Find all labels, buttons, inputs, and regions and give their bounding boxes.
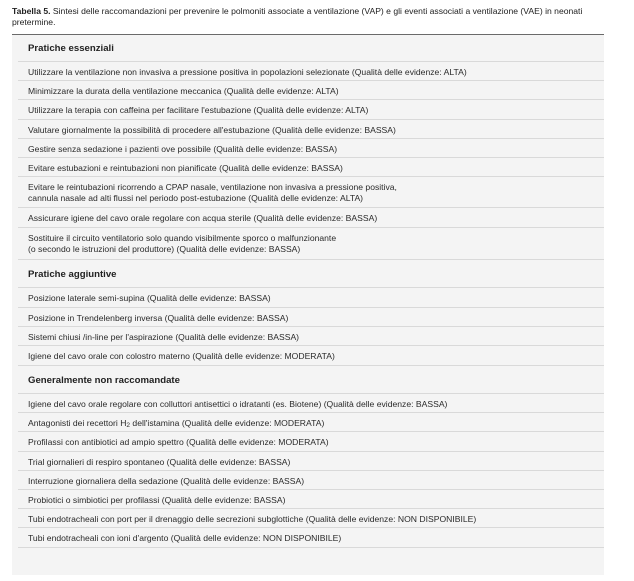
list-item: Igiene del cavo orale con colostro materno (Qualità delle evidenze: MODERATA) <box>28 351 335 361</box>
row-divider <box>18 345 604 346</box>
row-divider <box>18 61 604 62</box>
row-divider <box>18 431 604 432</box>
list-item: Posizione in Trendelenberg inversa (Qualità delle evidenze: BASSA) <box>28 313 289 323</box>
caption-text: Sintesi delle raccomandazioni per prevenire le polmoniti associate a ventilazione (VAP) e gli eventi associati a ventilazione (VAE) in neonati pretermine. <box>12 6 583 27</box>
list-item: Trial giornalieri di respiro spontaneo (Qualità delle evidenze: BASSA) <box>28 457 291 467</box>
list-item: Utilizzare la ventilazione non invasiva a pressione positiva in popolazioni selezionate (Qualità delle evidenze: ALTA) <box>28 67 467 77</box>
list-item-continuation: (o secondo le istruzioni del produttore) (Qualità delle evidenze: BASSA) <box>28 244 301 254</box>
list-item: Utilizzare la terapia con caffeina per facilitare l'estubazione (Qualità delle evidenze: ALTA) <box>28 105 369 115</box>
row-divider <box>18 157 604 158</box>
list-item: Valutare giornalmente la possibilità di procedere all'estubazione (Qualità delle evidenze: BASSA) <box>28 125 396 135</box>
list-item: Evitare le reintubazioni ricorrendo a CPAP nasale, ventilazione non invasiva a pressione positiva, <box>28 182 397 192</box>
row-divider <box>18 365 604 366</box>
row-divider <box>18 326 604 327</box>
list-item: Sistemi chiusi /in-line per l'aspirazione (Qualità delle evidenze: BASSA) <box>28 332 300 342</box>
list-item <box>28 418 598 431</box>
row-divider <box>18 227 604 228</box>
row-divider <box>18 412 604 413</box>
section-title: Pratiche aggiuntive <box>28 269 117 280</box>
list-item-continuation: cannula nasale ad alti flussi nel periodo post-estubazione (Qualità delle evidenze: ALTA) <box>28 193 364 203</box>
list-item-text-start: Antagonisti dei recettori H <box>28 418 127 428</box>
row-divider <box>18 527 604 528</box>
row-divider <box>18 119 604 120</box>
list-item: Minimizzare la durata della ventilazione meccanica (Qualità delle evidenze: ALTA) <box>28 86 339 96</box>
row-divider <box>18 393 604 394</box>
row-divider <box>18 307 604 308</box>
table-label: Tabella 5. <box>12 6 51 16</box>
subscript: 2 <box>126 422 131 429</box>
row-divider <box>18 508 604 509</box>
recommendations-table <box>12 34 604 575</box>
list-item-text-end: dell'istamina (Qualità delle evidenze: MODERATA) <box>130 418 325 428</box>
list-item: Posizione laterale semi-supina (Qualità delle evidenze: BASSA) <box>28 293 271 303</box>
row-divider <box>18 259 604 260</box>
list-item: Tubi endotracheali con port per il drenaggio delle secrezioni subglottiche (Qualità delle evidenze: NON DISPONIBILE) <box>28 514 477 524</box>
row-divider <box>18 207 604 208</box>
row-divider <box>18 176 604 177</box>
list-item: Profilassi con antibiotici ad ampio spettro (Qualità delle evidenze: MODERATA) <box>28 437 329 447</box>
list-item: Evitare estubazioni e reintubazioni non pianificate (Qualità delle evidenze: BASSA) <box>28 163 343 173</box>
list-item: Tubi endotracheali con ioni d'argento (Qualità delle evidenze: NON DISPONIBILE) <box>28 533 342 543</box>
table-caption <box>12 6 612 27</box>
row-divider <box>18 80 604 81</box>
list-item: Probiotici o simbiotici per profilassi (Qualità delle evidenze: BASSA) <box>28 495 286 505</box>
list-item: Gestire senza sedazione i pazienti ove possibile (Qualità delle evidenze: BASSA) <box>28 144 338 154</box>
row-divider <box>18 489 604 490</box>
section-title: Pratiche essenziali <box>28 43 114 54</box>
list-item: Interruzione giornaliera della sedazione (Qualità delle evidenze: BASSA) <box>28 476 305 486</box>
list-item: Sostituire il circuito ventilatorio solo quando visibilmente sporco o malfunzionante <box>28 233 337 243</box>
row-divider <box>18 451 604 452</box>
row-divider <box>18 547 604 548</box>
row-divider <box>18 470 604 471</box>
list-item: Assicurare igiene del cavo orale regolare con acqua sterile (Qualità delle evidenze: BASSA) <box>28 213 378 223</box>
section-title: Generalmente non raccomandate <box>28 375 180 386</box>
list-item: Igiene del cavo orale regolare con colluttori antisettici o idratanti (es. Biotene) (Qualità delle evidenze: BASSA) <box>28 399 448 409</box>
row-divider <box>18 99 604 100</box>
row-divider <box>18 138 604 139</box>
row-divider <box>18 287 604 288</box>
